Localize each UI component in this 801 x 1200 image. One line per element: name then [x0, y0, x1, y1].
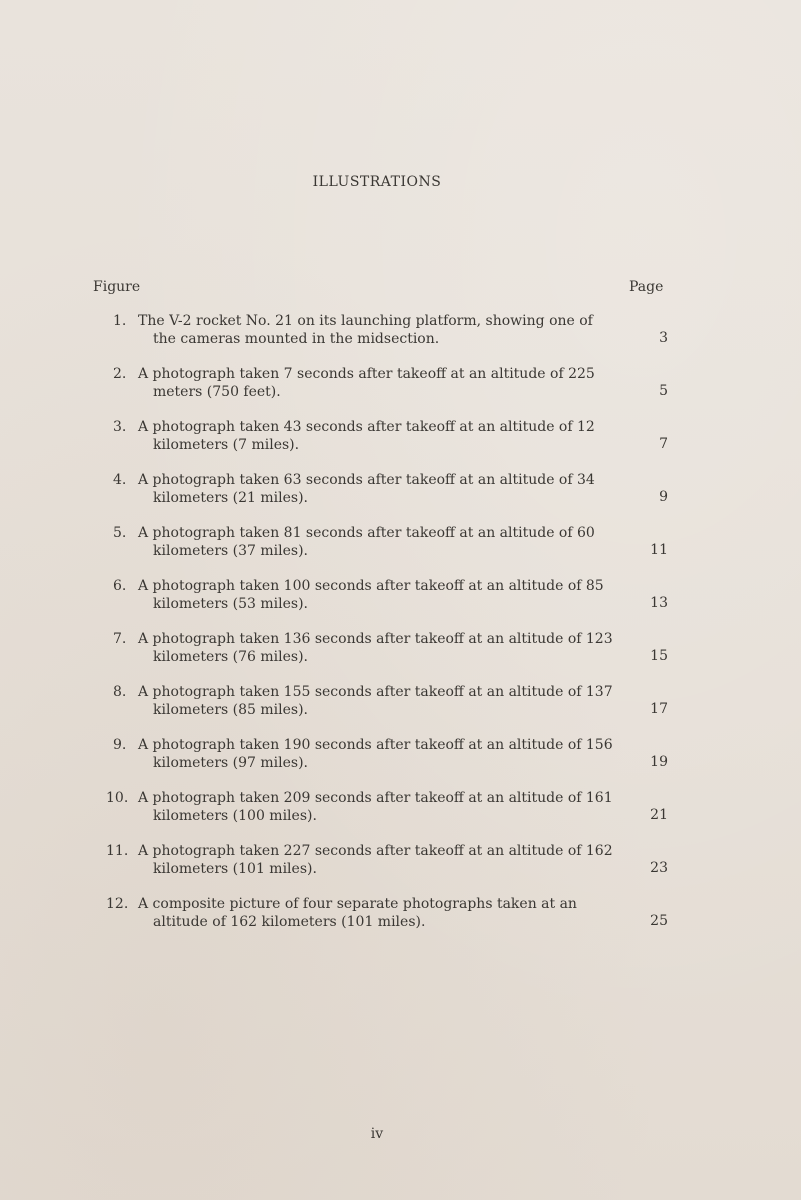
figure-caption	[138, 524, 628, 560]
page-number: 19	[650, 754, 668, 770]
figure-caption	[138, 630, 628, 666]
figure-number: 7.	[113, 631, 127, 647]
caption-line-2: kilometers (97 miles).	[153, 755, 309, 771]
page-number: 13	[650, 595, 668, 611]
page-number: 3	[659, 330, 668, 346]
caption-line-2: kilometers (21 miles).	[153, 490, 309, 506]
list-item	[0, 418, 801, 471]
caption-line-1: The V-2 rocket No. 21 on its launching platform, showing one of	[138, 313, 593, 329]
caption-line-1: A photograph taken 190 seconds after takeoff at an altitude of 156	[138, 737, 613, 753]
page-number: 25	[650, 913, 668, 929]
caption-line-2: kilometers (76 miles).	[153, 649, 309, 665]
list-item	[0, 736, 801, 789]
list-item	[0, 895, 801, 948]
figure-number: 8.	[113, 684, 127, 700]
page-number: 17	[650, 701, 668, 717]
caption-line-2: kilometers (85 miles).	[153, 702, 309, 718]
list-item	[0, 683, 801, 736]
figure-number: 11.	[106, 843, 129, 859]
caption-line-2: kilometers (101 miles).	[153, 861, 317, 877]
figure-number: 1.	[113, 313, 127, 329]
caption-line-1: A photograph taken 63 seconds after takeoff at an altitude of 34	[138, 472, 595, 488]
figure-number: 12.	[106, 896, 129, 912]
page-title: ILLUSTRATIONS	[312, 174, 442, 190]
caption-line-2: kilometers (100 miles).	[153, 808, 317, 824]
list-item	[0, 524, 801, 577]
figure-caption	[138, 365, 628, 401]
caption-line-2: kilometers (37 miles).	[153, 543, 309, 559]
page-number: 23	[650, 860, 668, 876]
caption-line-1: A composite picture of four separate photographs taken at an	[138, 896, 577, 912]
figure-caption	[138, 418, 628, 454]
caption-line-2: kilometers (7 miles).	[153, 437, 300, 453]
caption-line-2: meters (750 feet).	[153, 384, 281, 400]
list-item	[0, 842, 801, 895]
caption-line-1: A photograph taken 43 seconds after takeoff at an altitude of 12	[138, 419, 595, 435]
caption-line-1: A photograph taken 136 seconds after takeoff at an altitude of 123	[138, 631, 613, 647]
page-folio: iv	[370, 1126, 384, 1142]
page-number: 9	[659, 489, 668, 505]
page-number: 15	[650, 648, 668, 664]
figure-caption	[138, 577, 628, 613]
list-item	[0, 365, 801, 418]
list-item	[0, 312, 801, 365]
list-item	[0, 630, 801, 683]
figure-number: 5.	[113, 525, 127, 541]
figure-number: 4.	[113, 472, 127, 488]
figure-number: 2.	[113, 366, 127, 382]
figure-number: 3.	[113, 419, 127, 435]
figure-caption	[138, 842, 628, 878]
caption-line-2: the cameras mounted in the midsection.	[153, 331, 440, 347]
page-number: 11	[650, 542, 668, 558]
page-number: 7	[659, 436, 668, 452]
figure-caption	[138, 736, 628, 772]
page-number: 5	[659, 383, 668, 399]
figure-caption	[138, 683, 628, 719]
figure-caption	[138, 789, 628, 825]
figure-number: 9.	[113, 737, 127, 753]
caption-line-2: altitude of 162 kilometers (101 miles).	[153, 914, 426, 930]
page-number: 21	[650, 807, 668, 823]
list-item	[0, 577, 801, 630]
caption-line-1: A photograph taken 7 seconds after takeoff at an altitude of 225	[138, 366, 595, 382]
caption-line-1: A photograph taken 81 seconds after takeoff at an altitude of 60	[138, 525, 595, 541]
figure-caption	[138, 895, 628, 931]
caption-line-1: A photograph taken 209 seconds after takeoff at an altitude of 161	[138, 790, 613, 806]
figure-number: 6.	[113, 578, 127, 594]
figure-number: 10.	[106, 790, 129, 806]
list-item	[0, 789, 801, 842]
caption-line-1: A photograph taken 100 seconds after takeoff at an altitude of 85	[138, 578, 604, 594]
figure-column-header: Figure	[93, 279, 141, 295]
caption-line-2: kilometers (53 miles).	[153, 596, 309, 612]
caption-line-1: A photograph taken 227 seconds after takeoff at an altitude of 162	[138, 843, 613, 859]
list-item	[0, 471, 801, 524]
figure-caption	[138, 312, 628, 348]
page-column-header: Page	[629, 279, 664, 295]
illustrations-list	[0, 312, 801, 948]
caption-line-1: A photograph taken 155 seconds after takeoff at an altitude of 137	[138, 684, 613, 700]
figure-caption	[138, 471, 628, 507]
